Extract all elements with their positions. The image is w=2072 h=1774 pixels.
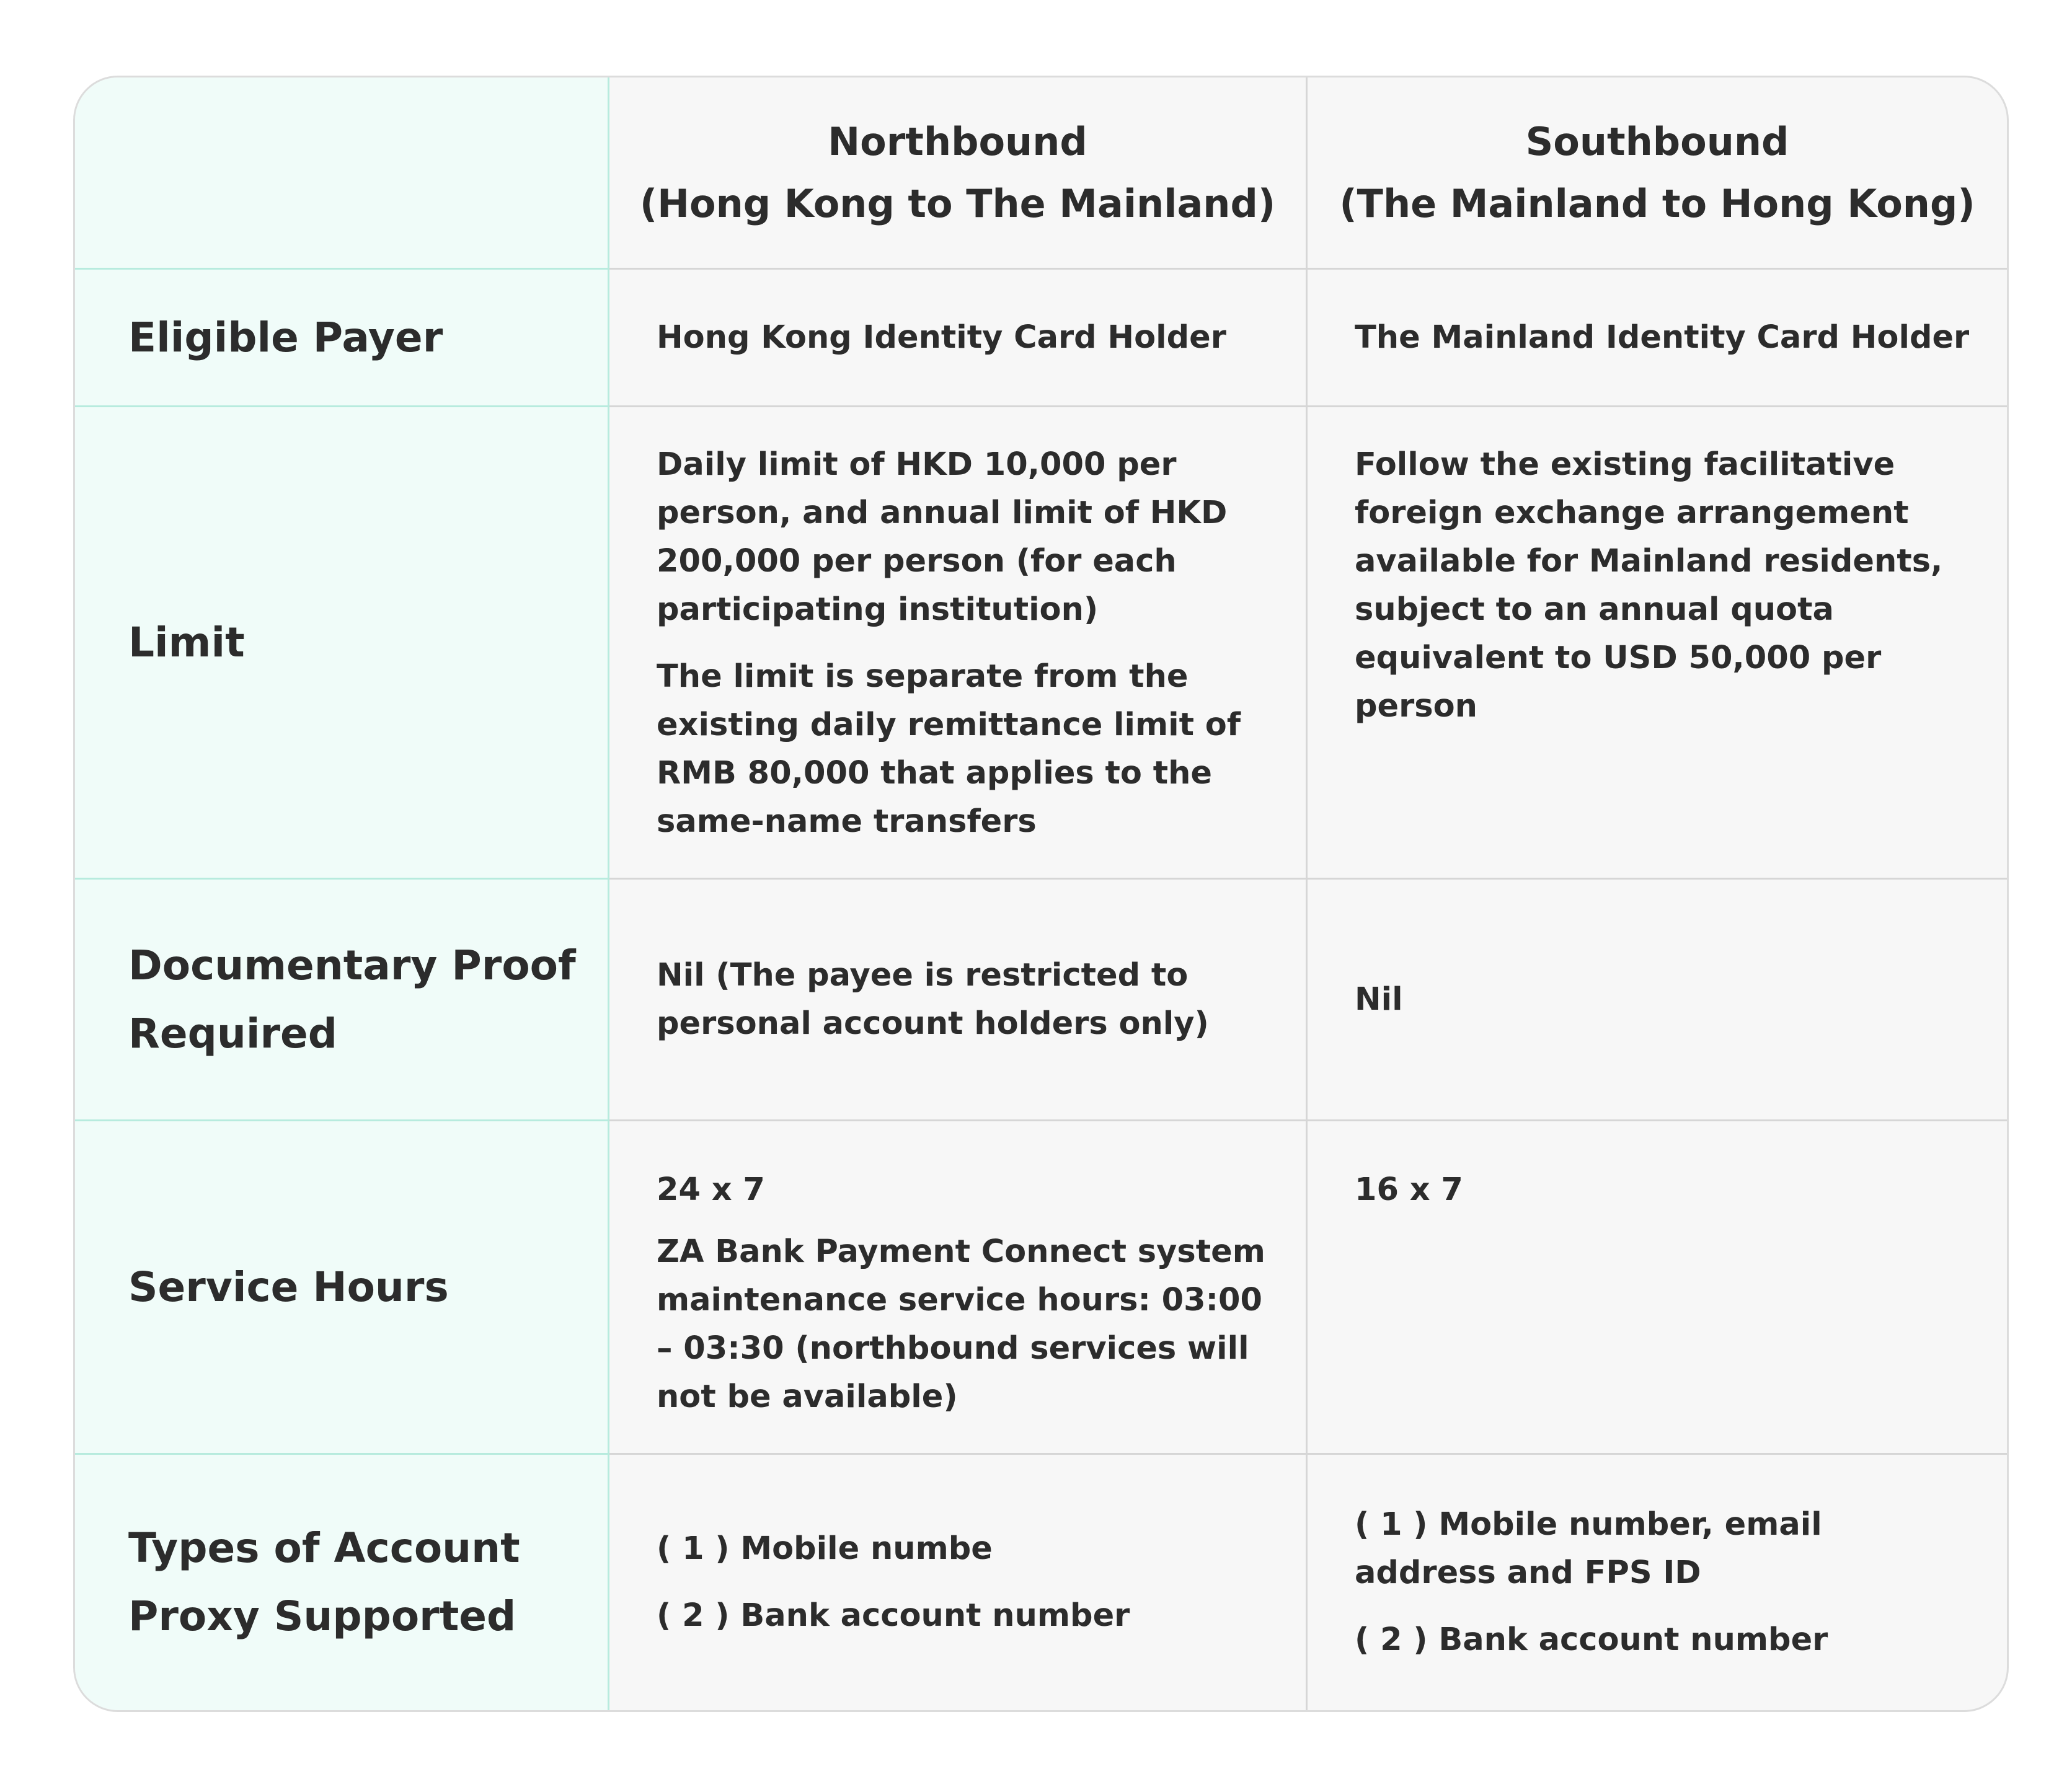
header-northbound-label: Northbound (Hong Kong to The Mainland) bbox=[639, 118, 1276, 226]
cell-eligible-payer-north bbox=[609, 270, 1308, 407]
cell-eligible-payer-south bbox=[1308, 270, 2007, 407]
header-southbound bbox=[1308, 77, 2007, 270]
cell-text: ZA Bank Payment Connect system maintenance service hours: 03:00 – 03:30 (northbound services will not be available) bbox=[657, 1233, 1265, 1415]
cell-service-hours-south bbox=[1308, 1121, 2007, 1455]
row-label-text: Eligible Payer bbox=[128, 313, 443, 361]
row-label-text: Documentary Proof Required bbox=[128, 941, 576, 1057]
cell-text: ( 2 ) Bank account number bbox=[657, 1597, 1130, 1634]
cell-text: Nil (The payee is restricted to personal account holders only) bbox=[657, 956, 1209, 1042]
cell-text: ( 1 ) Mobile numbe bbox=[657, 1530, 993, 1567]
cell-text: Daily limit of HKD 10,000 per person, and annual limit of HKD 200,000 per person (for each participating institution) bbox=[657, 446, 1228, 628]
row-label-eligible-payer bbox=[75, 270, 609, 407]
comparison-table bbox=[73, 76, 2009, 1712]
cell-text: 24 x 7 bbox=[657, 1172, 765, 1208]
cell-text: Hong Kong Identity Card Holder bbox=[657, 319, 1226, 356]
header-southbound-label: Southbound (The Mainland to Hong Kong) bbox=[1339, 118, 1975, 226]
cell-limit-south bbox=[1308, 407, 2007, 880]
row-label-service-hours bbox=[75, 1121, 609, 1455]
cell-documentary-proof-south bbox=[1308, 880, 2007, 1121]
cell-service-hours-north bbox=[609, 1121, 1308, 1455]
row-label-account-proxy bbox=[75, 1455, 609, 1710]
row-label-text: Types of Account Proxy Supported bbox=[128, 1524, 520, 1640]
row-label-limit bbox=[75, 407, 609, 880]
row-label-documentary-proof bbox=[75, 880, 609, 1121]
cell-text: The limit is separate from the existing daily remittance limit of RMB 80,000 that applies to the same-name transfers bbox=[657, 658, 1241, 840]
cell-limit-north bbox=[609, 407, 1308, 880]
cell-account-proxy-north bbox=[609, 1455, 1308, 1710]
cell-text: Follow the existing facilitative foreign exchange arrangement available for Mainland residents, subject to an annual quota equivalent to USD 50,000 per person bbox=[1355, 446, 1943, 725]
row-label-text: Service Hours bbox=[128, 1263, 449, 1311]
cell-text: 16 x 7 bbox=[1355, 1172, 1463, 1208]
cell-text: Nil bbox=[1355, 981, 1403, 1018]
header-northbound bbox=[609, 77, 1308, 270]
cell-documentary-proof-north bbox=[609, 880, 1308, 1121]
cell-text: ( 1 ) Mobile number, email address and FPS ID bbox=[1355, 1506, 1822, 1591]
row-label-text: Limit bbox=[128, 618, 245, 666]
cell-text: ( 2 ) Bank account number bbox=[1355, 1622, 1828, 1658]
header-corner-cell bbox=[75, 77, 609, 270]
cell-account-proxy-south bbox=[1308, 1455, 2007, 1710]
cell-text: The Mainland Identity Card Holder bbox=[1355, 319, 1970, 356]
